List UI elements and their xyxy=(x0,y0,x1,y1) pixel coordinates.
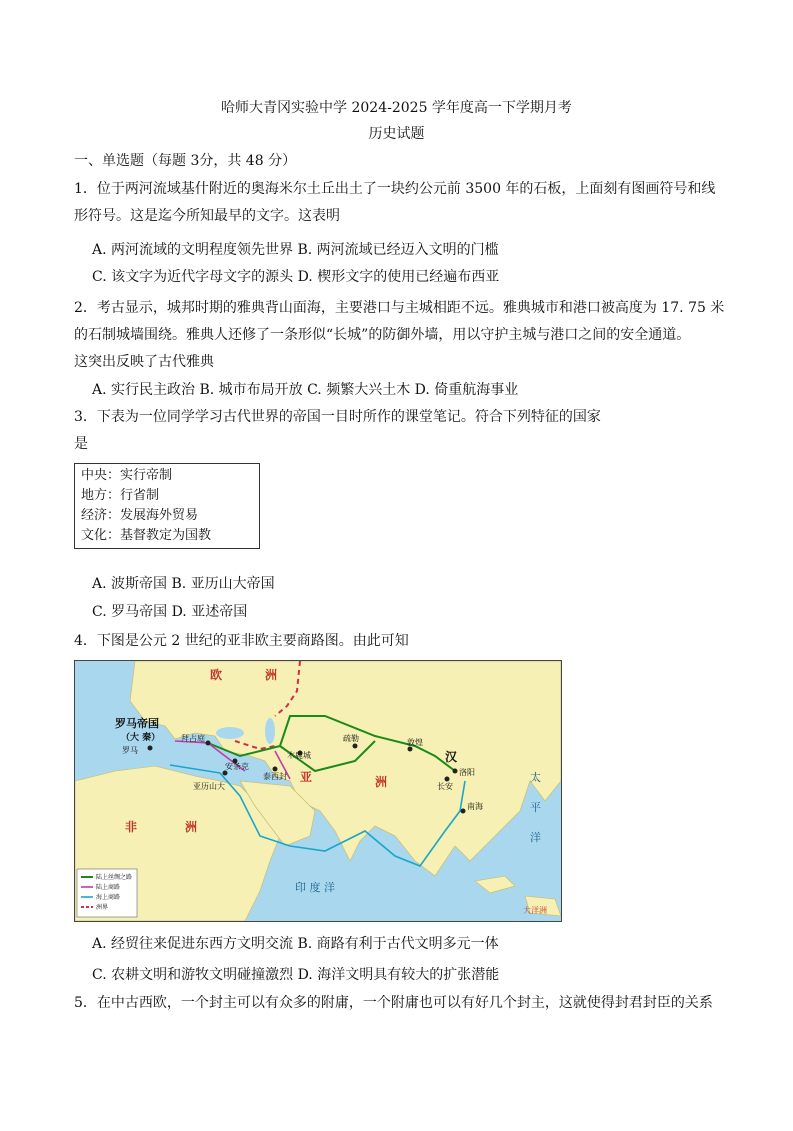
legend-sea-route: 海上商路 xyxy=(96,894,121,901)
label-nanhai: 南海 xyxy=(467,802,483,811)
city-dot-changan xyxy=(445,777,450,782)
label-europe-2: 洲 xyxy=(265,668,278,682)
label-rome-empire: 罗马帝国 xyxy=(115,717,159,730)
notes-row-culture: 文化：基督教定为国教 xyxy=(81,528,212,543)
q3-options-cd: C. 罗马帝国 D. 亚述帝国 xyxy=(92,604,248,620)
label-asia-1: 亚 xyxy=(300,770,313,784)
label-rome: 罗马 xyxy=(122,746,138,755)
q3-options-ab: A. 波斯帝国 B. 亚历山大帝国 xyxy=(92,576,275,592)
city-dot-byzantium xyxy=(206,741,211,746)
city-dot-seleucia xyxy=(273,767,278,772)
q4-options-cd: C. 农耕文明和游牧文明碰撞激烈 D. 海洋文明具有较大的扩张潜能 xyxy=(92,967,500,983)
label-luoyang: 洛阳 xyxy=(459,768,475,777)
q4-stem: 4．下图是公元 2 世纪的亚非欧主要商路图。由此可知 xyxy=(74,633,409,649)
trade-routes-map-svg xyxy=(75,661,561,921)
label-europe-1: 欧 xyxy=(210,668,223,682)
q5-stem-line1: 5．在中古西欧，一个封主可以有众多的附庸，一个附庸也可以有好几个封主，这就使得封君封臣的关系 xyxy=(74,995,713,1011)
city-dot-luoyang xyxy=(453,769,458,774)
q1-stem-line1: 1．位于两河流域基什附近的奥海米尔土丘出土了一块约公元前 3500 年的石板，上面刻有图画符号和线 xyxy=(74,181,716,197)
exam-title: 哈师大青冈实验中学 2024-2025 学年度高一下学期月考 xyxy=(221,100,572,116)
label-africa-2: 洲 xyxy=(185,820,198,834)
q2-stem-line3: 这突出反映了古代雅典 xyxy=(74,354,214,370)
label-pacific-3: 洋 xyxy=(530,831,541,844)
label-pacific-1: 太 xyxy=(530,771,541,784)
label-rome-sub: （大 秦） xyxy=(121,733,161,743)
notes-row-local: 地方：行省制 xyxy=(81,488,160,503)
label-kashgar: 疏勒 xyxy=(343,734,359,743)
q2-stem-line2: 的石制城墙围绕。雅典人还修了一条形似“长城”的防御外墙，用以守护主城与港口之间的安全通道。 xyxy=(74,327,691,343)
caspian-sea xyxy=(265,718,275,744)
section-heading: 一、单选题（每题 3分，共 48 分） xyxy=(74,153,297,169)
label-byzantium: 拜占庭 xyxy=(181,734,205,743)
city-dot-kashgar xyxy=(353,744,358,749)
label-africa-1: 非 xyxy=(125,820,138,834)
label-oceania: 大洋洲 xyxy=(523,906,547,915)
label-indian-ocean: 印 度 洋 xyxy=(295,881,335,894)
class-notes-table xyxy=(74,463,260,549)
label-seleucia: 泰西封 xyxy=(263,772,287,781)
q3-stem-line1: 3．下表为一位同学学习古代世界的帝国一目时所作的课堂笔记。符合下列特征的国家 xyxy=(74,409,601,425)
q1-stem-line2: 形符号。这是迄今所知最早的文字。这表明 xyxy=(74,208,340,224)
q1-options-ab: A. 两河流域的文明程度领先世界 B. 两河流域已经迈入文明的门槛 xyxy=(92,242,499,258)
notes-row-economy: 经济：发展海外贸易 xyxy=(81,508,199,523)
q4-options-ab: A. 经贸往来促进东西方文明交流 B. 商路有利于古代文明多元一体 xyxy=(92,936,499,952)
q2-stem-line1: 2．考古显示，城邦时期的雅典背山面海，主要港口与主城相距不远。雅典城市和港口被高度为 17. 75 米 xyxy=(74,300,725,316)
q3-stem-line2: 是 xyxy=(74,436,88,452)
label-dunhuang: 敦煌 xyxy=(407,738,423,747)
label-han: 汉 xyxy=(445,750,458,764)
label-antioch: 安条克 xyxy=(225,762,249,771)
map-legend xyxy=(77,869,137,917)
legend-silk-road: 陆上丝绸之路 xyxy=(96,874,133,881)
q2-options: A. 实行民主政治 B. 城市布局开放 C. 频繁大兴土木 D. 倚重航海事业 xyxy=(92,382,519,398)
legend-boundary: 洲界 xyxy=(96,904,109,911)
label-pacific-2: 平 xyxy=(530,801,541,814)
label-asia-2: 洲 xyxy=(375,775,388,789)
exam-subtitle: 历史试题 xyxy=(368,126,425,142)
label-changan: 长安 xyxy=(437,782,453,791)
label-alexandria: 亚历山大 xyxy=(193,782,225,791)
trade-routes-map xyxy=(74,660,562,922)
city-dot-alexandria xyxy=(223,771,228,776)
city-dot-dunhuang xyxy=(408,747,413,752)
black-sea xyxy=(216,727,244,739)
city-dot-nanhai xyxy=(461,809,466,814)
q1-options-cd: C. 该文字为近代字母文字的源头 D. 楔形文字的使用已经遍布西亚 xyxy=(92,269,500,285)
label-merv: 木鹿城 xyxy=(287,751,311,760)
legend-land-route: 陆上商路 xyxy=(96,884,121,891)
notes-row-central: 中央：实行帝制 xyxy=(81,468,173,483)
city-dot-rome xyxy=(148,746,153,751)
